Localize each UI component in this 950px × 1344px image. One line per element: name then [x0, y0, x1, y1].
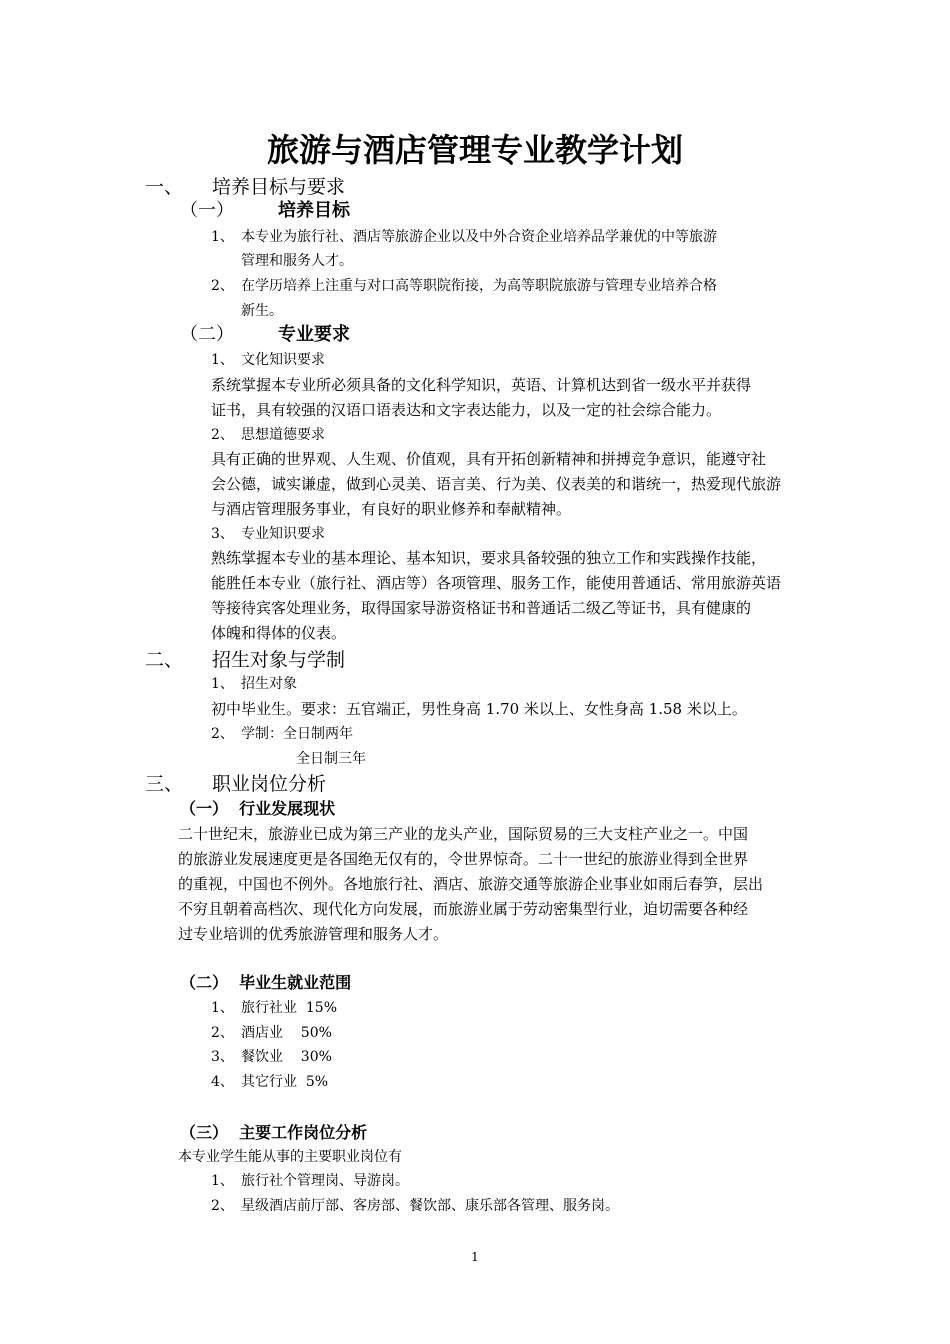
- duration-line-2: 全日制三年: [296, 751, 366, 767]
- section-2-title: 招生对象与学制: [212, 649, 346, 671]
- requirement-2-line-1: 具有正确的世界观、人生观、价值观，具有开拓创新精神和拼搏竞争意识，能遵守社: [211, 450, 767, 468]
- requirement-3-line-4: 体魄和得体的仪表。: [211, 624, 347, 642]
- goal-item-2-number: 2、: [211, 278, 234, 294]
- industry-line-3: 的重视，中国也不例外。各地旅行社、酒店、旅游交通等旅游企业事业如雨后春笋，层出: [178, 875, 764, 893]
- requirement-3-line-2: 能胜任本专业（旅行社、酒店等）各项管理、服务工作，能使用普通话、常用旅游英语: [211, 574, 782, 592]
- section-3-1-heading: [180, 798, 335, 820]
- requirement-1-number: 1、: [211, 352, 234, 368]
- goal-item-1-number: 1、: [211, 229, 234, 245]
- goal-item-1-line-2: 管理和服务人才。: [241, 253, 353, 269]
- goal-item-2-line-2: 新生。: [241, 303, 283, 319]
- requirement-2-line-3: 与酒店管理服务事业，有良好的职业修养和奉献精神。: [211, 500, 572, 518]
- position-item-2-text: 星级酒店前厅部、客房部、餐饮部、康乐部各管理、服务岗。: [241, 1198, 619, 1214]
- requirement-2-label: 思想道德要求: [241, 427, 325, 443]
- section-1-2-number: （二）: [180, 324, 234, 345]
- section-3-1-number: （一）: [180, 799, 229, 818]
- section-3-3-number: （三）: [180, 1123, 229, 1142]
- position-item-1-number: 1、: [211, 1173, 234, 1189]
- employment-item-3-text: 餐饮业 30%: [241, 1049, 332, 1065]
- section-1-number: 一、: [145, 176, 184, 198]
- positions-intro: 本专业学生能从事的主要职业岗位有: [178, 1149, 402, 1165]
- requirement-2-heading: [211, 425, 325, 445]
- document-title: 旅游与酒店管理专业教学计划: [266, 131, 683, 169]
- enrollment-label: 招生对象: [241, 676, 297, 692]
- industry-line-1: 二十世纪末，旅游业已成为第三产业的龙头产业，国际贸易的三大支柱产业之一。中国: [178, 825, 749, 843]
- duration-heading: [211, 724, 353, 744]
- employment-item-4-text: 其它行业 5%: [241, 1074, 329, 1090]
- section-3-3-heading: [180, 1122, 367, 1144]
- section-3-title: 职业岗位分析: [212, 773, 327, 795]
- position-item-2: [211, 1196, 619, 1216]
- employment-item-2-text: 酒店业 50%: [241, 1025, 332, 1041]
- section-3-3-title: 主要工作岗位分析: [239, 1123, 368, 1142]
- goal-item-2-line-1: 在学历培养上注重与对口高等职院衔接，为高等职院旅游与管理专业培养合格: [241, 278, 717, 294]
- requirement-2-line-2: 会公德，诚实谦虚，做到心灵美、语言美、行为美、仪表美的和谐统一，热爱现代旅游: [211, 475, 782, 493]
- employment-item-1: [211, 998, 337, 1018]
- employment-item-1-text: 旅行社业 15%: [241, 1000, 338, 1016]
- employment-item-2: [211, 1023, 332, 1043]
- requirement-1-label: 文化知识要求: [241, 352, 325, 368]
- employment-item-3-number: 3、: [211, 1049, 234, 1065]
- industry-line-4: 不穷且朝着高档次、现代化方向发展，而旅游业属于劳动密集型行业，迫切需要各种经: [178, 900, 749, 918]
- enrollment-text: 初中毕业生。要求：五官端正，男性身高 1.70 米以上、女性身高 1.58 米以上。: [211, 700, 747, 718]
- goal-item-1-line-1: 本专业为旅行社、酒店等旅游企业以及中外合资企业培养品学兼优的中等旅游: [241, 229, 717, 245]
- page-number: 1: [471, 1250, 479, 1264]
- section-3-number: 三、: [145, 773, 184, 795]
- section-1-1-title: 培养目标: [278, 200, 350, 221]
- employment-item-3: [211, 1047, 332, 1067]
- employment-item-1-number: 1、: [211, 1000, 234, 1016]
- employment-item-2-number: 2、: [211, 1025, 234, 1041]
- employment-item-4: [211, 1072, 328, 1092]
- section-3-2-number: （二）: [180, 973, 229, 992]
- section-3-2-title: 毕业生就业范围: [239, 973, 352, 992]
- requirement-3-line-3: 等接待宾客处理业务，取得国家导游资格证书和普通话二级乙等证书，具有健康的: [211, 599, 752, 617]
- industry-line-2: 的旅游业发展速度更是各国绝无仅有的，令世界惊奇。二十一世纪的旅游业得到全世界: [178, 850, 749, 868]
- position-item-1: [211, 1171, 409, 1191]
- requirement-2-number: 2、: [211, 427, 234, 443]
- enrollment-number: 1、: [211, 676, 234, 692]
- requirement-3-heading: [211, 524, 325, 544]
- position-item-1-text: 旅行社个管理岗、导游岗。: [241, 1173, 409, 1189]
- goal-item-2: [211, 276, 717, 296]
- goal-item-1: [211, 227, 717, 247]
- position-item-2-number: 2、: [211, 1198, 234, 1214]
- requirement-3-label: 专业知识要求: [241, 526, 325, 542]
- industry-line-5: 过专业培训的优秀旅游管理和服务人才。: [178, 925, 449, 943]
- section-3-2-heading: [180, 972, 351, 994]
- section-1-title: 培养目标与要求: [212, 176, 346, 198]
- duration-label: 学制：全日制两年: [241, 726, 353, 742]
- section-2-number: 二、: [145, 649, 184, 671]
- requirement-3-number: 3、: [211, 526, 234, 542]
- requirement-1-heading: [211, 350, 325, 370]
- requirement-3-line-1: 熟练掌握本专业的基本理论、基本知识，要求具备较强的独立工作和实践操作技能，: [211, 549, 767, 567]
- employment-item-4-number: 4、: [211, 1074, 234, 1090]
- requirement-1-line-2: 证书，具有较强的汉语口语表达和文字表达能力，以及一定的社会综合能力。: [211, 401, 722, 419]
- section-3-1-title: 行业发展现状: [239, 799, 336, 818]
- section-1-2-title: 专业要求: [278, 324, 350, 345]
- section-1-1-number: （一）: [180, 200, 234, 221]
- duration-number: 2、: [211, 726, 234, 742]
- enrollment-heading: [211, 674, 297, 694]
- requirement-1-line-1: 系统掌握本专业所必须具备的文化科学知识，英语、计算机达到省一级水平并获得: [211, 376, 752, 394]
